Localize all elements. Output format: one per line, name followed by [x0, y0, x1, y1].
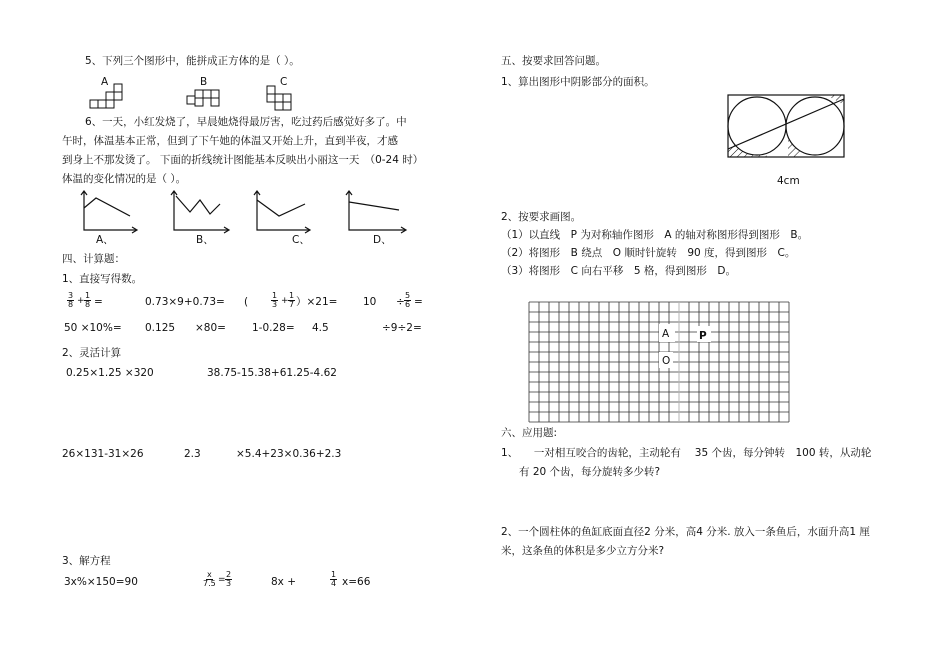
dimension-label: 4cm — [777, 175, 800, 187]
fraction-x-7-5: $\frac{x}{7.5}$ — [203, 570, 216, 588]
graph-label-d: D、 — [373, 234, 392, 246]
plus-sign: + — [77, 296, 85, 306]
line-graph-option-c — [253, 190, 313, 232]
graph-label-a: A、 — [96, 234, 114, 246]
number-0-125: 0.125 — [145, 322, 176, 334]
drawing-grid — [529, 302, 789, 418]
open-paren: ( — [244, 296, 249, 308]
application-2-line1: 2、一个圆柱体的鱼缸底面直径2 分米，高4 分米. 放入一条鱼后，水面升高1 厘 — [501, 526, 870, 538]
cube-net-a — [90, 88, 130, 110]
expression-0-73: 0.73×9+0.73= — [145, 296, 225, 308]
number-4-5: 4.5 — [312, 322, 329, 334]
equation-4: x=66 — [342, 576, 371, 588]
fraction-1-8: $\frac{1}{8}$ — [85, 291, 91, 309]
fraction-5-6: $\frac{5}{6}$ — [405, 291, 411, 309]
question-5-2: 2、按要求画图。 — [501, 211, 582, 223]
flexible-calc-3: 26×131-31×26 — [62, 448, 144, 460]
equation-3: 8x + — [271, 576, 297, 588]
fraction-3-8: $\frac{3}{8}$ — [68, 291, 74, 309]
flexible-calc-4: ×5.4+23×0.36+2.3 — [236, 448, 342, 460]
application-2-line2: 米，这条鱼的体积是多少立方分米? — [501, 545, 665, 557]
subsection-1-title: 1、直接写得数。 — [62, 273, 143, 285]
line-graph-option-d — [345, 190, 409, 232]
equals-sign-3: = — [218, 575, 226, 585]
fraction-2-3: $\frac{2}{3}$ — [226, 570, 232, 588]
figure-a-label: A — [662, 328, 670, 340]
expression-1-minus-0-28: 1-0.28= — [252, 322, 295, 334]
expression-50-percent: 50 ×10%= — [64, 322, 122, 334]
equals-sign: = — [94, 296, 103, 308]
subsection-3-title: 3、解方程 — [62, 555, 111, 567]
application-1-line2: 有 20 个齿，每分旋转多少转? — [519, 466, 661, 478]
option-c-label: C — [280, 76, 288, 88]
graph-label-b: B、 — [196, 234, 214, 246]
line-p-label: P — [699, 330, 707, 342]
question-5-1: 1、算出图形中阴影部分的面积。 — [501, 76, 655, 88]
expression-times-80: ×80= — [195, 322, 226, 334]
question-6-line4: 体温的变化情况的是（ ）。 — [62, 173, 187, 185]
instruction-1: （1）以直线 P 为对称轴作图形 A 的轴对称图形得到图形 B。 — [501, 229, 809, 241]
equals-sign-2: = — [414, 296, 423, 308]
graph-label-c: C、 — [292, 234, 310, 246]
expression-divide-9-2: ÷9÷2= — [382, 322, 422, 334]
equation-1: 3x%×150=90 — [64, 576, 138, 588]
cube-net-c — [267, 86, 297, 110]
line-graph-option-b — [170, 190, 232, 232]
instruction-3: （3）将图形 C 向右平移 5 格，得到图形 D。 — [501, 265, 736, 277]
expression-times-21: ）×21= — [296, 296, 338, 308]
point-o-label: O — [662, 355, 671, 367]
section-5-title: 五、按要求回答问题。 — [501, 55, 606, 67]
flexible-calc-2: 38.75-15.38+61.25-4.62 — [207, 367, 337, 379]
line-graph-option-a — [80, 190, 140, 232]
shaded-area-figure — [728, 95, 848, 159]
cube-net-b — [187, 90, 227, 112]
question-5: 5、下列三个图形中，能拼成正方体的是（ ）。 — [85, 55, 300, 67]
number-10: 10 — [363, 296, 377, 308]
option-a-label: A — [101, 76, 109, 88]
option-b-label: B — [200, 76, 208, 88]
plus-sign-2: + — [281, 296, 289, 306]
subsection-2-title: 2、灵活计算 — [62, 347, 122, 359]
fraction-1-4: $\frac{1}{4}$ — [331, 570, 337, 588]
divide-sign: ÷ — [396, 296, 405, 308]
fraction-1-7: $\frac{1}{7}$ — [289, 291, 295, 309]
section-4-title: 四、计算题： — [62, 253, 125, 265]
question-6-line2: 午时，体温基本正常，但到了下午她的体温又开始上升，直到半夜，才感 — [62, 135, 398, 147]
section-6-title: 六、应用题: — [501, 427, 558, 439]
fraction-1-3: $\frac{1}{3}$ — [272, 291, 278, 309]
question-6-line3: 到身上不那发烫了。 下面的折线统计图能基本反映出小丽这一天 （0-24 时） — [62, 154, 424, 166]
flexible-calc-1: 0.25×1.25 ×320 — [66, 367, 154, 379]
question-6-line1: 6、一天，小红发烧了，早晨她烧得最厉害，吃过药后感觉好多了。中 — [85, 116, 407, 128]
application-1-line1: 1、 一对相互咬合的齿轮，主动轮有 35 个齿，每分钟转 100 转，从动轮 — [501, 447, 872, 459]
number-2-3: 2.3 — [184, 448, 201, 460]
instruction-2: （2）将图形 B 绕点 O 顺时针旋转 90 度，得到图形 C。 — [501, 247, 796, 259]
